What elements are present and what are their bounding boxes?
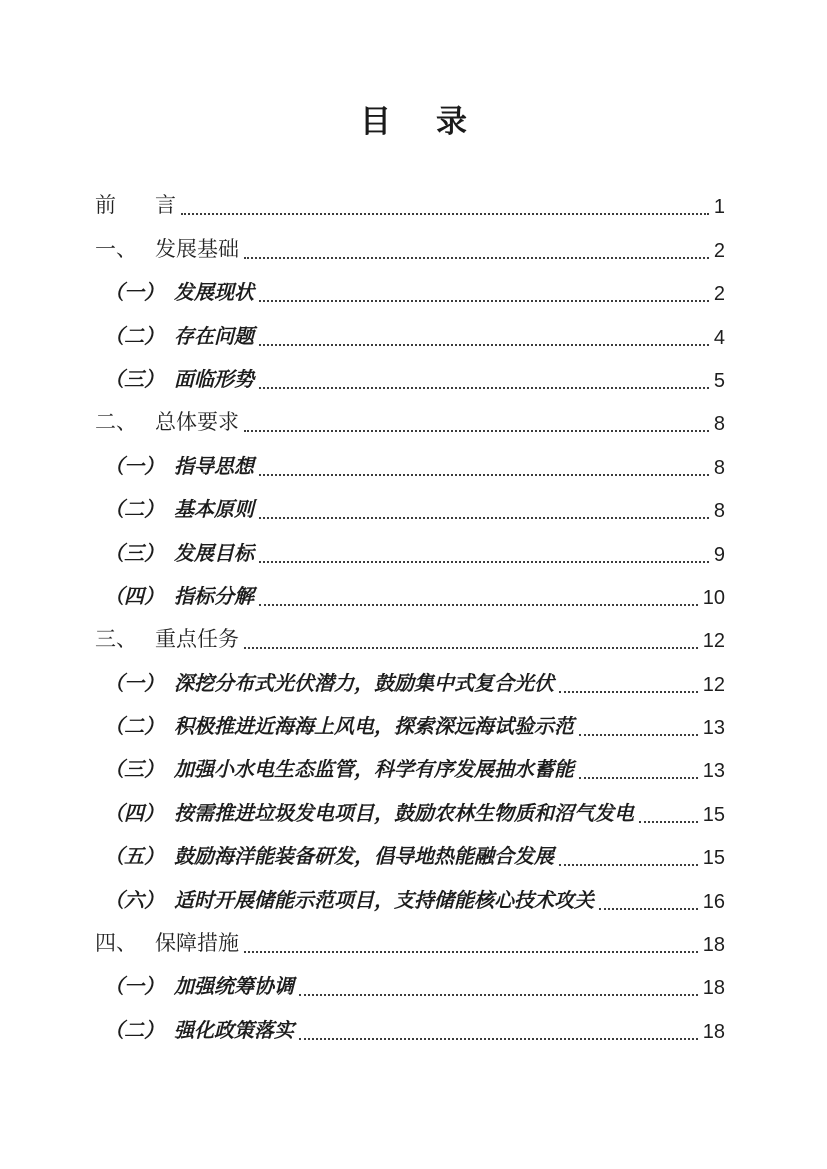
toc-entry[interactable] (95, 366, 725, 409)
entry-page-number: 12 (702, 630, 725, 653)
entry-title: 总体要求 (155, 411, 239, 435)
entry-prefix: （二） (104, 499, 164, 522)
entry-page-number: 5 (713, 369, 725, 392)
dot-leader (259, 344, 709, 346)
dot-leader (259, 604, 698, 606)
toc-entry[interactable] (95, 626, 725, 669)
dot-leader (259, 561, 709, 563)
dot-leader (559, 691, 698, 693)
entry-prefix: （三） (104, 759, 164, 782)
toc-entry[interactable] (95, 409, 725, 452)
title-char-2: 录 (436, 104, 467, 139)
entry-page-number: 10 (702, 586, 725, 609)
entry-title: 发展基础 (155, 237, 239, 261)
entry-page-number: 18 (702, 1020, 725, 1043)
entry-page-number: 15 (702, 847, 725, 870)
entry-page-number: 1 (713, 196, 725, 219)
entry-title: 保障措施 (155, 932, 239, 956)
dot-leader (299, 1038, 698, 1040)
entry-page-number: 15 (702, 803, 725, 826)
entry-prefix: （一） (104, 976, 164, 999)
entry-prefix: （三） (104, 368, 164, 391)
dot-leader (259, 300, 709, 302)
entry-page-number: 8 (713, 456, 725, 479)
entry-page-number: 2 (713, 283, 725, 306)
entry-prefix: （一） (104, 455, 164, 478)
entry-page-number: 18 (702, 934, 725, 957)
toc-entry[interactable] (95, 930, 725, 973)
entry-prefix: （二） (104, 1019, 164, 1042)
entry-prefix: （四） (104, 585, 164, 608)
dot-leader (259, 474, 709, 476)
entry-page-number: 13 (702, 717, 725, 740)
entry-prefix: （四） (104, 802, 164, 825)
toc-entry[interactable] (95, 279, 725, 322)
entry-title: 发展目标 (174, 542, 254, 565)
entry-prefix: （二） (104, 325, 164, 348)
entry-title: 指标分解 (174, 585, 254, 608)
entry-page-number: 16 (702, 890, 725, 913)
entry-page-number: 8 (713, 500, 725, 523)
toc-entry[interactable] (95, 886, 725, 929)
toc-entry[interactable] (95, 1016, 725, 1059)
dot-leader (244, 647, 698, 649)
entry-prefix: （一） (104, 282, 164, 305)
entry-title: 强化政策落实 (174, 1019, 294, 1042)
toc-entry[interactable] (95, 843, 725, 886)
toc-entry[interactable] (95, 973, 725, 1016)
toc-entry[interactable] (95, 669, 725, 712)
toc-entry[interactable] (95, 539, 725, 582)
entry-prefix: 三、 (95, 628, 137, 652)
toc-entry[interactable] (95, 322, 725, 365)
dot-leader (259, 387, 709, 389)
entry-prefix: 四、 (95, 932, 137, 956)
dot-leader (244, 430, 709, 432)
entry-prefix: 一、 (95, 237, 137, 261)
dot-leader (244, 951, 698, 953)
entry-title: 按需推进垃圾发电项目，鼓励农林生物质和沼气发电 (174, 802, 634, 825)
entry-title: 面临形势 (174, 368, 254, 391)
dot-leader (579, 777, 698, 779)
entry-title: 言 (155, 194, 176, 218)
entry-title: 加强统筹协调 (174, 976, 294, 999)
dot-leader (181, 213, 709, 215)
toc-entry[interactable] (95, 713, 725, 756)
toc-entry[interactable] (95, 799, 725, 842)
dot-leader (599, 908, 698, 910)
entry-page-number: 12 (702, 673, 725, 696)
toc-entry[interactable] (95, 583, 725, 626)
toc-entry[interactable] (95, 192, 725, 235)
entry-page-number: 13 (702, 760, 725, 783)
entry-title: 基本原则 (174, 499, 254, 522)
toc-entry[interactable] (95, 756, 725, 799)
dot-leader (579, 734, 698, 736)
entry-title: 指导思想 (174, 455, 254, 478)
entry-title: 积极推进近海海上风电，探索深远海试验示范 (174, 716, 574, 739)
entry-title: 重点任务 (155, 628, 239, 652)
title-char-1: 目 (360, 104, 391, 139)
entry-prefix: （三） (104, 542, 164, 565)
entry-prefix: 前 (95, 194, 116, 218)
entry-title: 存在问题 (174, 325, 254, 348)
entry-prefix: （五） (104, 846, 164, 869)
entry-title: 发展现状 (174, 282, 254, 305)
entry-page-number: 18 (702, 977, 725, 1000)
toc-entry[interactable] (95, 496, 725, 539)
page-title (0, 103, 827, 141)
entry-prefix: 二、 (95, 411, 137, 435)
entry-page-number: 8 (713, 413, 725, 436)
dot-leader (639, 821, 698, 823)
toc-entry[interactable] (95, 452, 725, 495)
entry-title: 深挖分布式光伏潜力，鼓励集中式复合光伏 (174, 672, 554, 695)
table-of-contents (95, 192, 725, 1060)
entry-prefix: （二） (104, 716, 164, 739)
entry-page-number: 2 (713, 239, 725, 262)
dot-leader (559, 864, 698, 866)
dot-leader (259, 517, 709, 519)
entry-title: 适时开展储能示范项目，支持储能核心技术攻关 (174, 889, 594, 912)
entry-prefix: （六） (104, 889, 164, 912)
entry-page-number: 4 (713, 326, 725, 349)
entry-title: 鼓励海洋能装备研发，倡导地热能融合发展 (174, 846, 554, 869)
entry-page-number: 9 (713, 543, 725, 566)
entry-title: 加强小水电生态监管，科学有序发展抽水蓄能 (174, 759, 574, 782)
toc-entry[interactable] (95, 235, 725, 278)
dot-leader (244, 257, 709, 259)
entry-prefix: （一） (104, 672, 164, 695)
dot-leader (299, 994, 698, 996)
